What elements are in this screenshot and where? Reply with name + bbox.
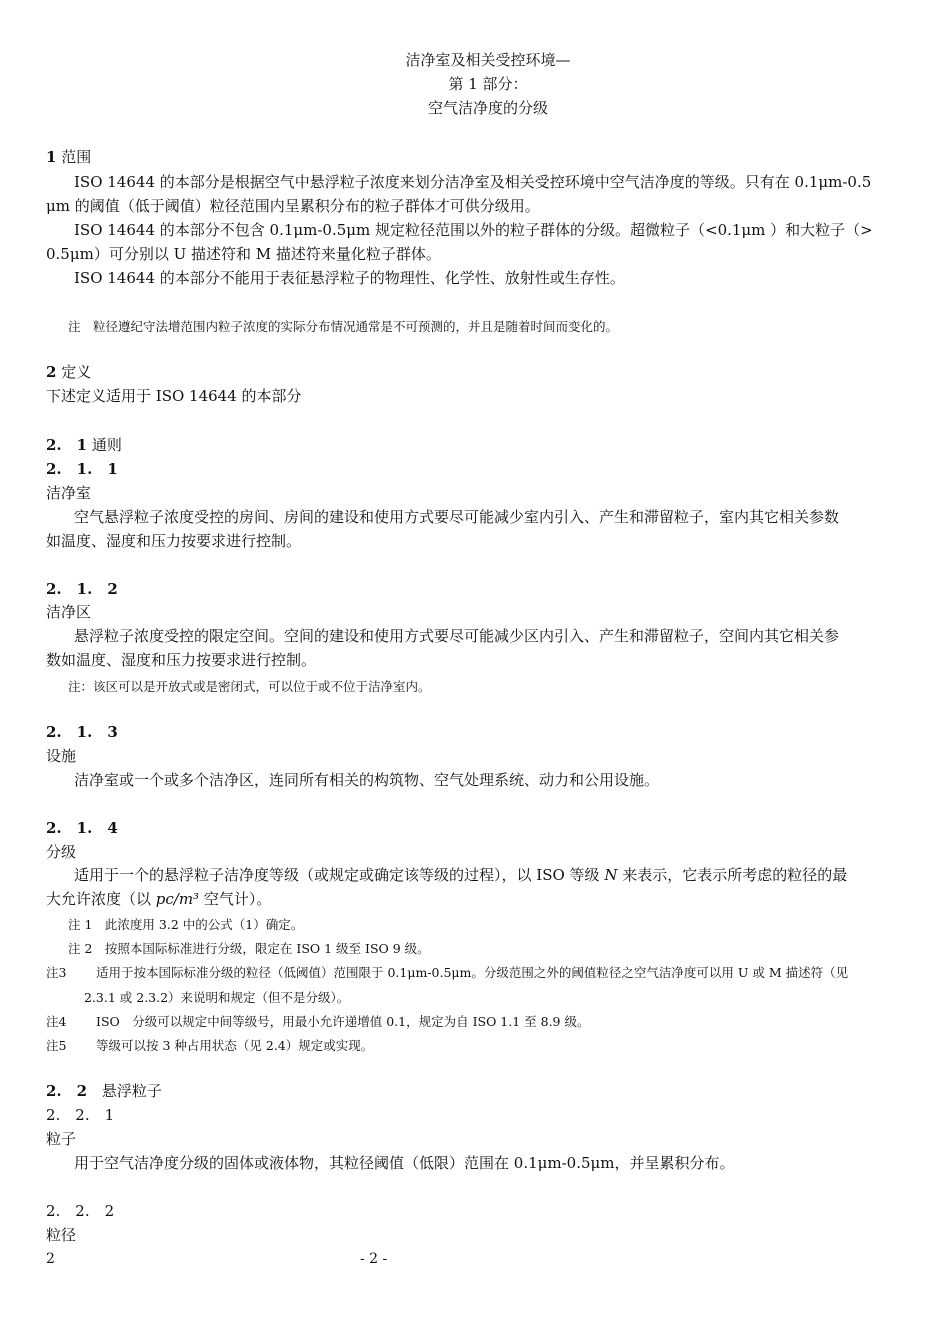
section-title: 范围 — [61, 148, 92, 166]
section-2-2-heading — [46, 1081, 162, 1101]
note-3-text-a: 适用于按本国际标准分级的粒径（低阈值）范围限于 0.1μm-0.5μm。分级范围之外的阈值粒径之空气洁净度可以用 U 或 M 描述符（见 — [96, 965, 849, 980]
document-page — [46, 0, 930, 1344]
def-2-2-1-term: 粒子 — [46, 1130, 77, 1148]
def-2-2-1-text: 用于空气洁净度分级的固体或液体物，其粒径阈值（低限）范围在 0.1μm-0.5μm，并呈累积分布。 — [74, 1154, 735, 1172]
section-number: 2 — [46, 363, 57, 381]
scope-para-2a: ISO 14644 的本部分不包含 0.1μm-0.5μm 规定粒径范围以外的粒子群体的分级。超微粒子（<0.1μm ）和大粒子（> — [74, 221, 873, 239]
doc-title-line3: 空气洁净度的分级 — [427, 99, 548, 117]
definitions-intro: 下述定义适用于 ISO 14644 的本部分 — [46, 387, 302, 405]
def-2-1-2-number: 2. 1. 2 — [46, 580, 118, 598]
def-2-1-1-term: 洁净室 — [46, 484, 92, 502]
def-2-1-1-number: 2. 1. 1 — [46, 460, 118, 478]
scope-para-1a: ISO 14644 的本部分是根据空气中悬浮粒子浓度来划分洁净室及相关受控环境中空气洁净度的等级。只有在 0.1μm-0.5 — [74, 173, 872, 191]
def-2-1-4-term: 分级 — [46, 843, 77, 861]
section-2-1-heading — [46, 435, 122, 455]
doc-title-line2: 第 1 部分： — [448, 75, 528, 93]
note-3-text-b: 2.3.1 或 2.3.2）来说明和规定（但不是分级）。 — [84, 990, 350, 1005]
text-run: 适用于一个的悬浮粒子洁净度等级（或规定或确定该等级的过程），以 ISO 等级 — [74, 866, 605, 884]
doc-title-line1: 洁净室及相关受控环境— — [405, 51, 571, 69]
note-3-label: 注3 — [46, 965, 67, 980]
def-2-1-3-text: 洁净室或一个或多个洁净区，连同所有相关的构筑物、空气处理系统、动力和公用设施。 — [74, 771, 660, 789]
text-run: 空气计）。 — [199, 890, 272, 908]
def-2-1-4-note-2: 注 2 按照本国际标准进行分级，限定在 ISO 1 级至 ISO 9 级。 — [68, 941, 430, 956]
def-2-1-1-text-b: 如温度、湿度和压力按要求进行控制。 — [46, 532, 302, 550]
note-5-label: 注5 — [46, 1038, 67, 1053]
def-2-1-3-number: 2. 1. 3 — [46, 723, 118, 741]
section-2-heading — [46, 362, 91, 382]
section-title: 通则 — [91, 436, 122, 454]
scope-para-1b: μm 的阈值（低于阈值）粒径范围内呈累积分布的粒子群体才可供分级用。 — [46, 197, 540, 215]
note-4-text: ISO 分级可以规定中间等级号，用最小允许递增值 0.1，规定为自 ISO 1.1 至 8.9 级。 — [96, 1014, 590, 1029]
section-number: 2. 2 — [46, 1082, 88, 1100]
section-number: 1 — [46, 148, 57, 166]
unit: pc/m³ — [155, 890, 200, 908]
def-2-1-2-text-b: 数如温度、湿度和压力按要求进行控制。 — [46, 651, 317, 669]
def-2-1-4-note-1: 注 1 此浓度用 3.2 中的公式（1）确定。 — [68, 917, 304, 932]
def-2-1-3-term: 设施 — [46, 747, 77, 765]
def-2-1-4-text-a — [74, 865, 847, 885]
scope-para-2b: 0.5μm）可分别以 U 描述符和 M 描述符来量化粒子群体。 — [46, 245, 441, 263]
footer-page-number-left: 2 — [46, 1251, 55, 1267]
scope-note: 注 粒径遵纪守法增范围内粒子浓度的实际分布情况通常是不可预测的，并且是随着时间而变化的。 — [68, 319, 619, 334]
def-2-1-2-text-a: 悬浮粒子浓度受控的限定空间。空间的建设和使用方式要尽可能减少区内引入、产生和滞留粒子，空间内其它相关参 — [74, 627, 840, 645]
def-2-1-4-number: 2. 1. 4 — [46, 819, 118, 837]
footer-page-number-center: - 2 - — [360, 1251, 388, 1267]
section-number: 2. 1 — [46, 436, 88, 454]
def-2-1-4-text-b — [46, 889, 271, 909]
def-2-1-2-note: 注：该区可以是开放式或是密闭式，可以位于或不位于洁净室内。 — [68, 679, 431, 694]
def-2-2-2-term: 粒径 — [46, 1226, 77, 1244]
def-2-1-2-term: 洁净区 — [46, 603, 92, 621]
note-5-text: 等级可以按 3 种占用状态（见 2.4）规定或实现。 — [96, 1038, 374, 1053]
def-2-2-1-number: 2. 2. 1 — [46, 1106, 115, 1124]
section-1-heading — [46, 147, 91, 167]
scope-para-3: ISO 14644 的本部分不能用于表征悬浮粒子的物理性、化学性、放射性或生存性。 — [74, 269, 625, 287]
text-run: 大允许浓度（以 — [46, 890, 156, 908]
section-title: 定义 — [61, 363, 92, 381]
section-title: 悬浮粒子 — [101, 1082, 162, 1100]
def-2-2-2-number: 2. 2. 2 — [46, 1202, 115, 1220]
class-symbol: N — [604, 866, 618, 884]
def-2-1-1-text-a: 空气悬浮粒子浓度受控的房间、房间的建设和使用方式要尽可能减少室内引入、产生和滞留粒子，室内其它相关参数 — [74, 508, 840, 526]
text-run: 来表示，它表示所考虑的粒径的最 — [617, 866, 848, 884]
note-4-label: 注4 — [46, 1014, 67, 1029]
